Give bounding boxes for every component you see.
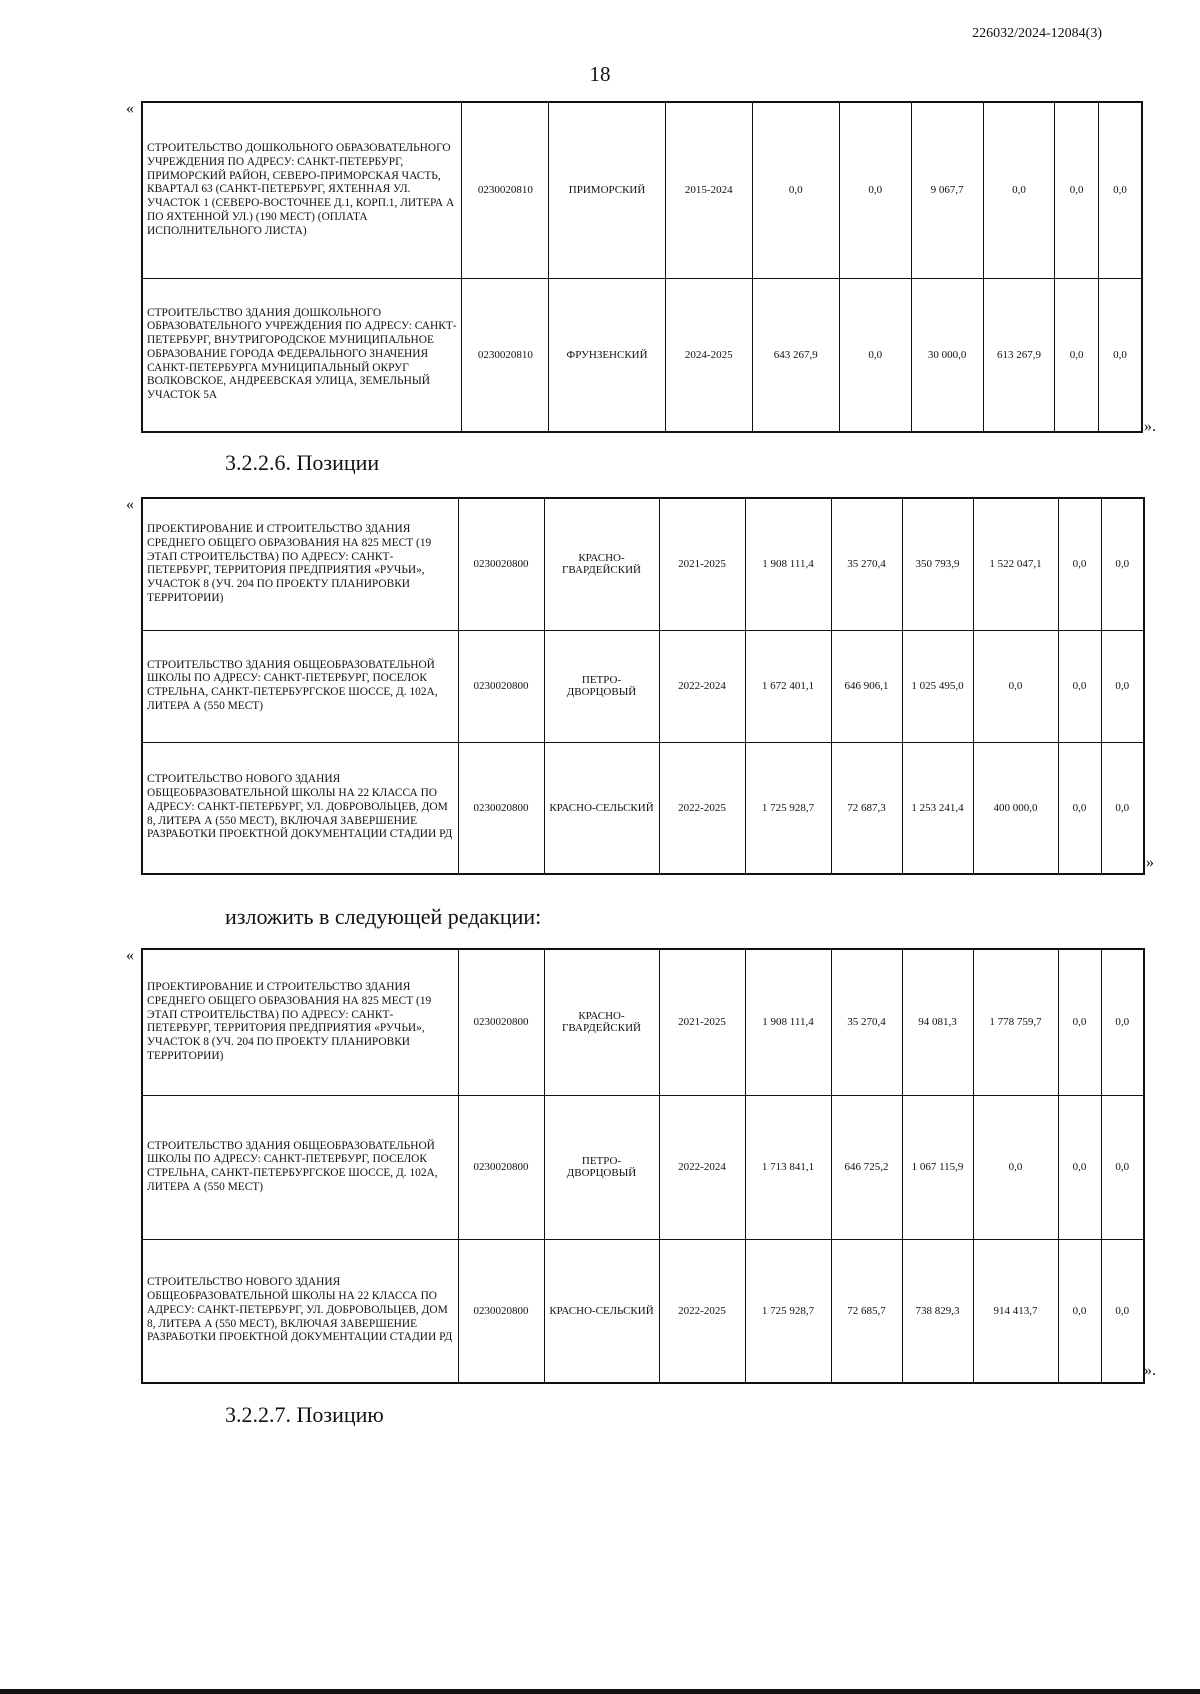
- value-cell: 0,0: [1055, 278, 1099, 432]
- period: 2021-2025: [659, 949, 745, 1095]
- value-cell: 1 025 495,0: [902, 630, 973, 742]
- district: ПЕТРО-ДВОРЦОВЫЙ: [544, 630, 659, 742]
- value-cell: 0,0: [973, 1095, 1058, 1239]
- value-cell: 738 829,3: [902, 1239, 973, 1383]
- period: 2015-2024: [665, 102, 752, 278]
- budget-code: 0230020800: [458, 949, 544, 1095]
- value-cell: 30 000,0: [911, 278, 983, 432]
- value-cell: 0,0: [1101, 1239, 1144, 1383]
- value-cell: 0,0: [1101, 742, 1144, 874]
- value-cell: 400 000,0: [973, 742, 1058, 874]
- value-cell: 1 522 047,1: [973, 498, 1058, 630]
- value-cell: 350 793,9: [902, 498, 973, 630]
- table-row: [142, 278, 1142, 432]
- value-cell: 1 067 115,9: [902, 1095, 973, 1239]
- table-row: [142, 949, 1144, 1095]
- period: 2022-2024: [659, 1095, 745, 1239]
- value-cell: 0,0: [752, 102, 839, 278]
- object-name: ПРОЕКТИРОВАНИЕ И СТРОИТЕЛЬСТВО ЗДАНИЯ СРЕДНЕГО ОБЩЕГО ОБРАЗОВАНИЯ НА 825 МЕСТ (19 ЭТАП СТРОИТЕЛЬСТВА) ПО АДРЕСУ: САНКТ-ПЕТЕРБУРГ, ТЕРРИТОРИЯ ПРЕДПРИЯТИЯ «РУЧЬИ», УЧАСТОК 8 (УЧ. 204 ПО ПРОЕКТУ ПЛАНИРОВКИ ТЕРРИТОРИИ): [142, 498, 458, 630]
- value-cell: 0,0: [839, 102, 911, 278]
- period: 2024-2025: [665, 278, 752, 432]
- value-cell: 0,0: [1058, 949, 1101, 1095]
- object-name: СТРОИТЕЛЬСТВО ДОШКОЛЬНОГО ОБРАЗОВАТЕЛЬНОГО УЧРЕЖДЕНИЯ ПО АДРЕСУ: САНКТ-ПЕТЕРБУРГ, ПРИМОРСКИЙ РАЙОН, СЕВЕРО-ПРИМОРСКАЯ ЧАСТЬ, КВАРТАЛ 63 (САНКТ-ПЕТЕРБУРГ, ЯХТЕННАЯ УЛ. УЧАСТОК 1 (СЕВЕРО-ВОСТОЧНЕЕ Д.1, КОРП.1, ЛИТЕРА А ПО ЯХТЕННОЙ УЛ.) (190 МЕСТ) (ОПЛАТА ИСПОЛНИТЕЛЬНОГО ЛИСТА): [142, 102, 462, 278]
- value-cell: 1 253 241,4: [902, 742, 973, 874]
- budget-code: 0230020800: [458, 742, 544, 874]
- value-cell: 1 725 928,7: [745, 742, 831, 874]
- value-cell: 72 685,7: [831, 1239, 902, 1383]
- open-quote: «: [126, 100, 134, 117]
- value-cell: 0,0: [1058, 1095, 1101, 1239]
- positions-table-2: [141, 497, 1145, 875]
- budget-code: 0230020810: [462, 102, 549, 278]
- value-cell: 1 725 928,7: [745, 1239, 831, 1383]
- value-cell: 0,0: [1101, 949, 1144, 1095]
- value-cell: 0,0: [839, 278, 911, 432]
- object-name: ПРОЕКТИРОВАНИЕ И СТРОИТЕЛЬСТВО ЗДАНИЯ СРЕДНЕГО ОБЩЕГО ОБРАЗОВАНИЯ НА 825 МЕСТ (19 ЭТАП СТРОИТЕЛЬСТВА) ПО АДРЕСУ: САНКТ-ПЕТЕРБУРГ, ТЕРРИТОРИЯ ПРЕДПРИЯТИЯ «РУЧЬИ», УЧАСТОК 8 (УЧ. 204 ПО ПРОЕКТУ ПЛАНИРОВКИ ТЕРРИТОРИИ): [142, 949, 458, 1095]
- object-name: СТРОИТЕЛЬСТВО ЗДАНИЯ ОБЩЕОБРАЗОВАТЕЛЬНОЙ ШКОЛЫ ПО АДРЕСУ: САНКТ-ПЕТЕРБУРГ, ПОСЕЛОК СТРЕЛЬНА, САНКТ-ПЕТЕРБУРГСКОЕ ШОССЕ, Д. 102А, ЛИТЕРА А (550 МЕСТ): [142, 630, 458, 742]
- document-id: 226032/2024-12084(3): [972, 26, 1102, 41]
- value-cell: 0,0: [1098, 102, 1142, 278]
- value-cell: 1 672 401,1: [745, 630, 831, 742]
- district: ФРУНЗЕНСКИЙ: [549, 278, 665, 432]
- object-name: СТРОИТЕЛЬСТВО ЗДАНИЯ ДОШКОЛЬНОГО ОБРАЗОВАТЕЛЬНОГО УЧРЕЖДЕНИЯ ПО АДРЕСУ: САНКТ-ПЕТЕРБУРГ, ВНУТРИГОРОДСКОЕ МУНИЦИПАЛЬНОЕ ОБРАЗОВАНИЕ ГОРОДА ФЕДЕРАЛЬНОГО ЗНАЧЕНИЯ САНКТ-ПЕТЕРБУРГА МУНИЦИПАЛЬНЫЙ ОКРУГ ВОЛКОВСКОЕ, АНДРЕЕВСКАЯ УЛИЦА, ЗЕМЕЛЬНЫЙ УЧАСТОК 5А: [142, 278, 462, 432]
- value-cell: 35 270,4: [831, 498, 902, 630]
- district: КРАСНО-СЕЛЬСКИЙ: [544, 742, 659, 874]
- value-cell: 613 267,9: [983, 278, 1055, 432]
- value-cell: 0,0: [1058, 742, 1101, 874]
- table-row: [142, 1239, 1144, 1383]
- object-name: СТРОИТЕЛЬСТВО ЗДАНИЯ ОБЩЕОБРАЗОВАТЕЛЬНОЙ ШКОЛЫ ПО АДРЕСУ: САНКТ-ПЕТЕРБУРГ, ПОСЕЛОК СТРЕЛЬНА, САНКТ-ПЕТЕРБУРГСКОЕ ШОССЕ, Д. 102А, ЛИТЕРА А (550 МЕСТ): [142, 1095, 458, 1239]
- value-cell: 1 778 759,7: [973, 949, 1058, 1095]
- value-cell: 0,0: [1055, 102, 1099, 278]
- value-cell: 646 725,2: [831, 1095, 902, 1239]
- value-cell: 35 270,4: [831, 949, 902, 1095]
- value-cell: 72 687,3: [831, 742, 902, 874]
- budget-code: 0230020810: [462, 278, 549, 432]
- district: ПРИМОРСКИЙ: [549, 102, 665, 278]
- value-cell: 1 908 111,4: [745, 498, 831, 630]
- value-cell: 643 267,9: [752, 278, 839, 432]
- positions-table-1: [141, 101, 1143, 433]
- value-cell: 0,0: [1058, 1239, 1101, 1383]
- value-cell: 1 908 111,4: [745, 949, 831, 1095]
- object-name: СТРОИТЕЛЬСТВО НОВОГО ЗДАНИЯ ОБЩЕОБРАЗОВАТЕЛЬНОЙ ШКОЛЫ НА 22 КЛАССА ПО АДРЕСУ: САНКТ-ПЕТЕРБУРГ, УЛ. ДОБРОВОЛЬЦЕВ, ДОМ 8, ЛИТЕРА А (550 МЕСТ), ВКЛЮЧАЯ ЗАВЕРШЕНИЕ РАЗРАБОТКИ ПРОЕКТНОЙ ДОКУМЕНТАЦИИ СТАДИИ РД: [142, 742, 458, 874]
- positions-table-3: [141, 948, 1145, 1384]
- value-cell: 0,0: [1098, 278, 1142, 432]
- budget-code: 0230020800: [458, 630, 544, 742]
- period: 2022-2025: [659, 742, 745, 874]
- value-cell: 0,0: [1101, 630, 1144, 742]
- value-cell: 0,0: [1058, 630, 1101, 742]
- table-row: [142, 742, 1144, 874]
- section-heading: 3.2.2.7. Позицию: [225, 1402, 384, 1427]
- table-row: [142, 102, 1142, 278]
- value-cell: 646 906,1: [831, 630, 902, 742]
- close-quote: ».: [1144, 1362, 1156, 1379]
- value-cell: 1 713 841,1: [745, 1095, 831, 1239]
- section-heading: 3.2.2.6. Позиции: [225, 450, 380, 475]
- district: КРАСНО-СЕЛЬСКИЙ: [544, 1239, 659, 1383]
- object-name: СТРОИТЕЛЬСТВО НОВОГО ЗДАНИЯ ОБЩЕОБРАЗОВАТЕЛЬНОЙ ШКОЛЫ НА 22 КЛАССА ПО АДРЕСУ: САНКТ-ПЕТЕРБУРГ, УЛ. ДОБРОВОЛЬЦЕВ, ДОМ 8, ЛИТЕРА А (550 МЕСТ), ВКЛЮЧАЯ ЗАВЕРШЕНИЕ РАЗРАБОТКИ ПРОЕКТНОЙ ДОКУМЕНТАЦИИ СТАДИИ РД: [142, 1239, 458, 1383]
- section-heading: изложить в следующей редакции:: [225, 904, 542, 929]
- value-cell: 0,0: [1101, 498, 1144, 630]
- scan-edge: [0, 1689, 1200, 1694]
- table-row: [142, 498, 1144, 630]
- value-cell: 0,0: [983, 102, 1055, 278]
- period: 2022-2025: [659, 1239, 745, 1383]
- open-quote: «: [126, 947, 134, 964]
- value-cell: 914 413,7: [973, 1239, 1058, 1383]
- open-quote: «: [126, 496, 134, 513]
- district: КРАСНО-ГВАРДЕЙСКИЙ: [544, 949, 659, 1095]
- period: 2022-2024: [659, 630, 745, 742]
- budget-code: 0230020800: [458, 1239, 544, 1383]
- page-number: 18: [589, 62, 611, 86]
- value-cell: 0,0: [1058, 498, 1101, 630]
- table-row: [142, 1095, 1144, 1239]
- district: КРАСНО-ГВАРДЕЙСКИЙ: [544, 498, 659, 630]
- budget-code: 0230020800: [458, 1095, 544, 1239]
- budget-code: 0230020800: [458, 498, 544, 630]
- value-cell: 0,0: [973, 630, 1058, 742]
- close-quote: »: [1146, 854, 1154, 871]
- value-cell: 0,0: [1101, 1095, 1144, 1239]
- district: ПЕТРО-ДВОРЦОВЫЙ: [544, 1095, 659, 1239]
- period: 2021-2025: [659, 498, 745, 630]
- value-cell: 9 067,7: [911, 102, 983, 278]
- table-row: [142, 630, 1144, 742]
- value-cell: 94 081,3: [902, 949, 973, 1095]
- close-quote: ».: [1144, 418, 1156, 435]
